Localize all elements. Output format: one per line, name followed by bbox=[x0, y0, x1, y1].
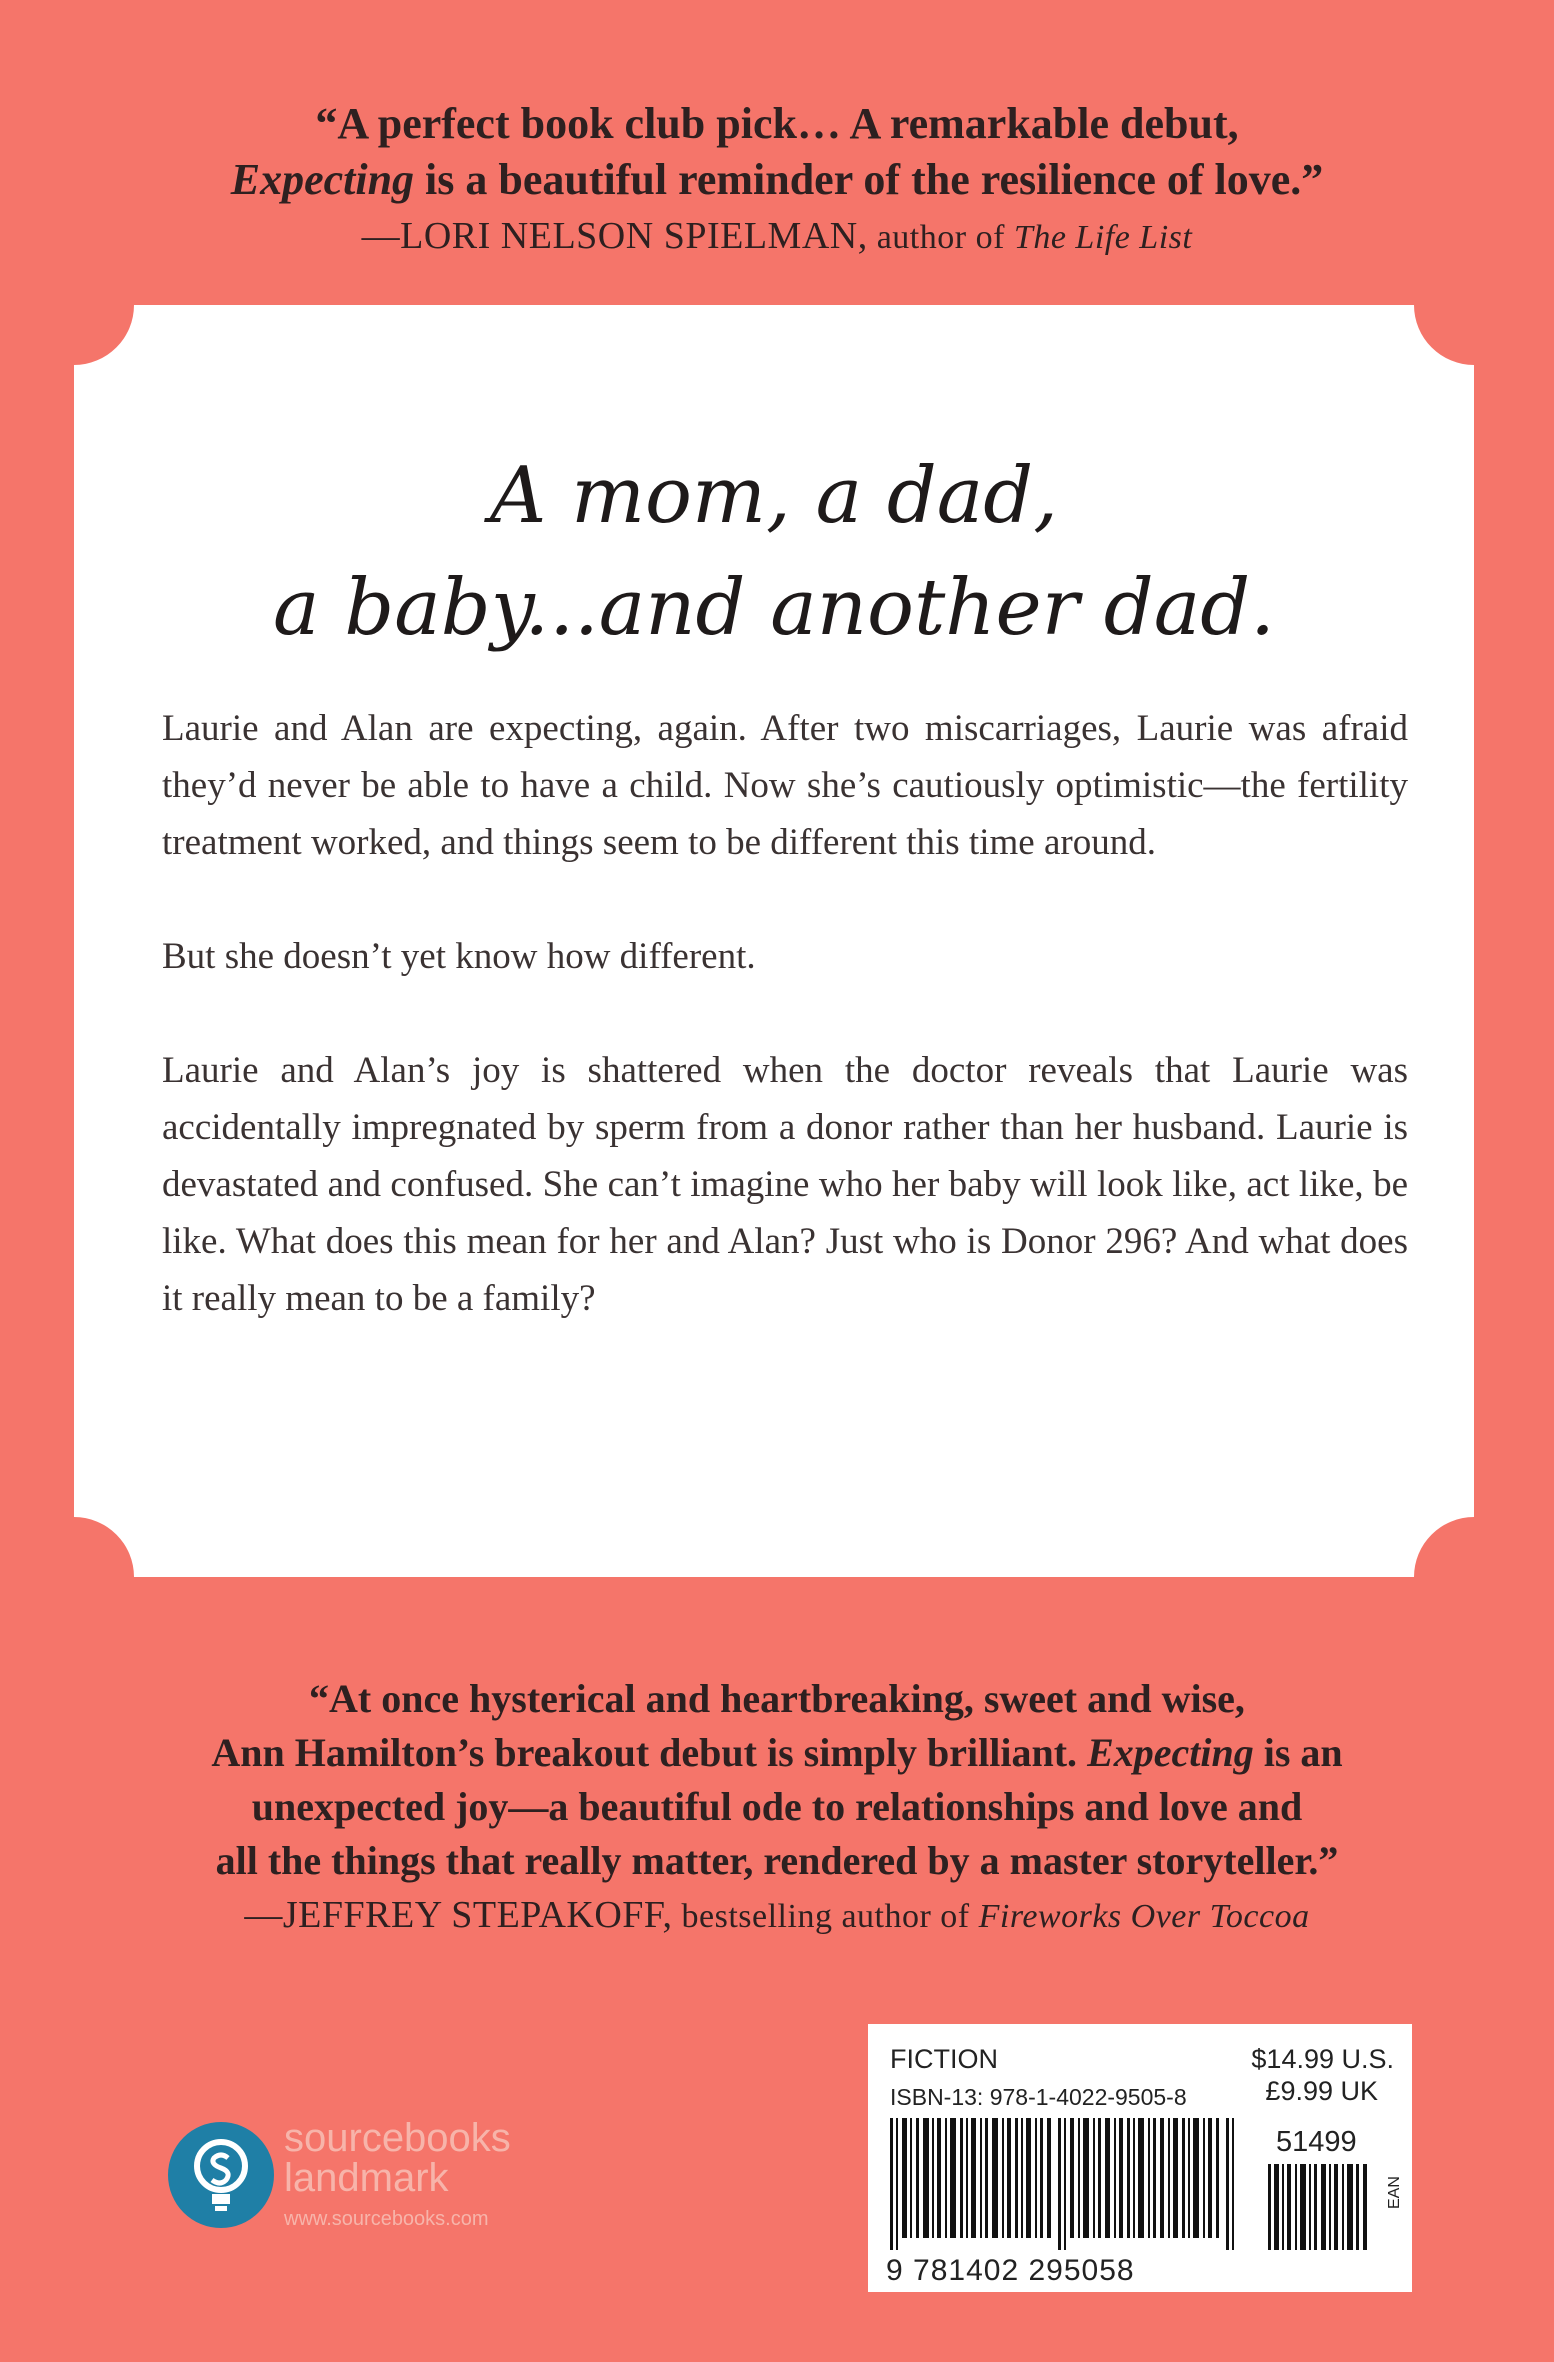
barcode-main bbox=[890, 2118, 1250, 2250]
price-us: $14.99 U.S. bbox=[1251, 2044, 1394, 2074]
bottom-quote-author-book: Fireworks Over Toccoa bbox=[978, 1898, 1310, 1935]
top-quote-attribution bbox=[0, 208, 1554, 266]
isbn: ISBN-13: 978-1-4022-9505-8 bbox=[890, 2084, 1187, 2110]
ean-label: EAN bbox=[1386, 2176, 1403, 2209]
headline-line2: a baby...and another dad. bbox=[273, 563, 1275, 653]
publisher-name-line1: sourcebooks bbox=[284, 2116, 511, 2160]
headline-line1: A mom, a dad, bbox=[489, 451, 1059, 541]
publisher-name bbox=[284, 2118, 511, 2198]
description-text bbox=[162, 700, 1408, 1384]
top-quote-book-title: Expecting bbox=[230, 155, 415, 204]
top-quote bbox=[0, 96, 1554, 266]
bottom-quote-line2 bbox=[0, 1726, 1554, 1780]
price-code: 51499 bbox=[1276, 2126, 1357, 2158]
publisher-name-line2: landmark bbox=[284, 2156, 449, 2200]
description-paragraph-2: But she doesn’t yet know how different. bbox=[162, 936, 756, 977]
publisher-url: www.sourcebooks.com bbox=[284, 2208, 489, 2230]
publisher-logo bbox=[168, 2118, 608, 2248]
barcode-supplement bbox=[1268, 2164, 1372, 2250]
top-quote-line2-rest: is a beautiful reminder of the resilience of love.” bbox=[414, 155, 1324, 204]
bottom-quote-line2-end: is an bbox=[1253, 1730, 1343, 1775]
bottom-quote-author-label: bestselling author of bbox=[672, 1898, 979, 1935]
bottom-quote-line1: “At once hysterical and heartbreaking, sweet and wise, bbox=[309, 1676, 1245, 1721]
barcode-digits: 9 781402 295058 bbox=[886, 2254, 1135, 2287]
bottom-quote-author: —JEFFREY STEPAKOFF, bbox=[244, 1894, 673, 1936]
bottom-quote bbox=[0, 1672, 1554, 1944]
price-uk: £9.99 UK bbox=[1265, 2076, 1378, 2106]
top-quote-author-label: author of bbox=[867, 219, 1014, 256]
bottom-quote-book-title: Expecting bbox=[1087, 1730, 1254, 1775]
bottom-quote-attribution bbox=[0, 1888, 1554, 1944]
price-barcode-box bbox=[868, 2024, 1412, 2292]
top-quote-line1: “A perfect book club pick… A remarkable debut, bbox=[315, 99, 1239, 148]
description-paragraph-1: Laurie and Alan are expecting, again. After two miscarriages, Laurie was afraid they’d never be able to have a child. Now she’s cautiously optimistic—the fertility treatment worked, and things seem to be different this time around. bbox=[162, 708, 1408, 863]
lightbulb-s-icon bbox=[168, 2122, 274, 2228]
bottom-quote-line2-start: Ann Hamilton’s breakout debut is simply brilliant. bbox=[211, 1730, 1088, 1775]
top-quote-author: —LORI NELSON SPIELMAN, bbox=[361, 215, 868, 257]
bottom-quote-line3: unexpected joy—a beautiful ode to relationships and love and bbox=[251, 1784, 1303, 1829]
category-label: FICTION bbox=[890, 2044, 998, 2074]
description-paragraph-3: Laurie and Alan’s joy is shattered when the doctor reveals that Laurie was accidentally impregnated by sperm from a donor rather than her husband. Laurie is devastated and confused. She can’t imagine who her baby will look like, act like, be like. What does this mean for her and Alan? Just who is Donor 296? And what does it really mean to be a family? bbox=[162, 1050, 1408, 1319]
top-quote-author-book: The Life List bbox=[1013, 219, 1193, 256]
top-quote-line2 bbox=[0, 152, 1554, 208]
headline bbox=[74, 440, 1474, 664]
bottom-quote-line4: all the things that really matter, rendered by a master storyteller.” bbox=[215, 1838, 1339, 1883]
